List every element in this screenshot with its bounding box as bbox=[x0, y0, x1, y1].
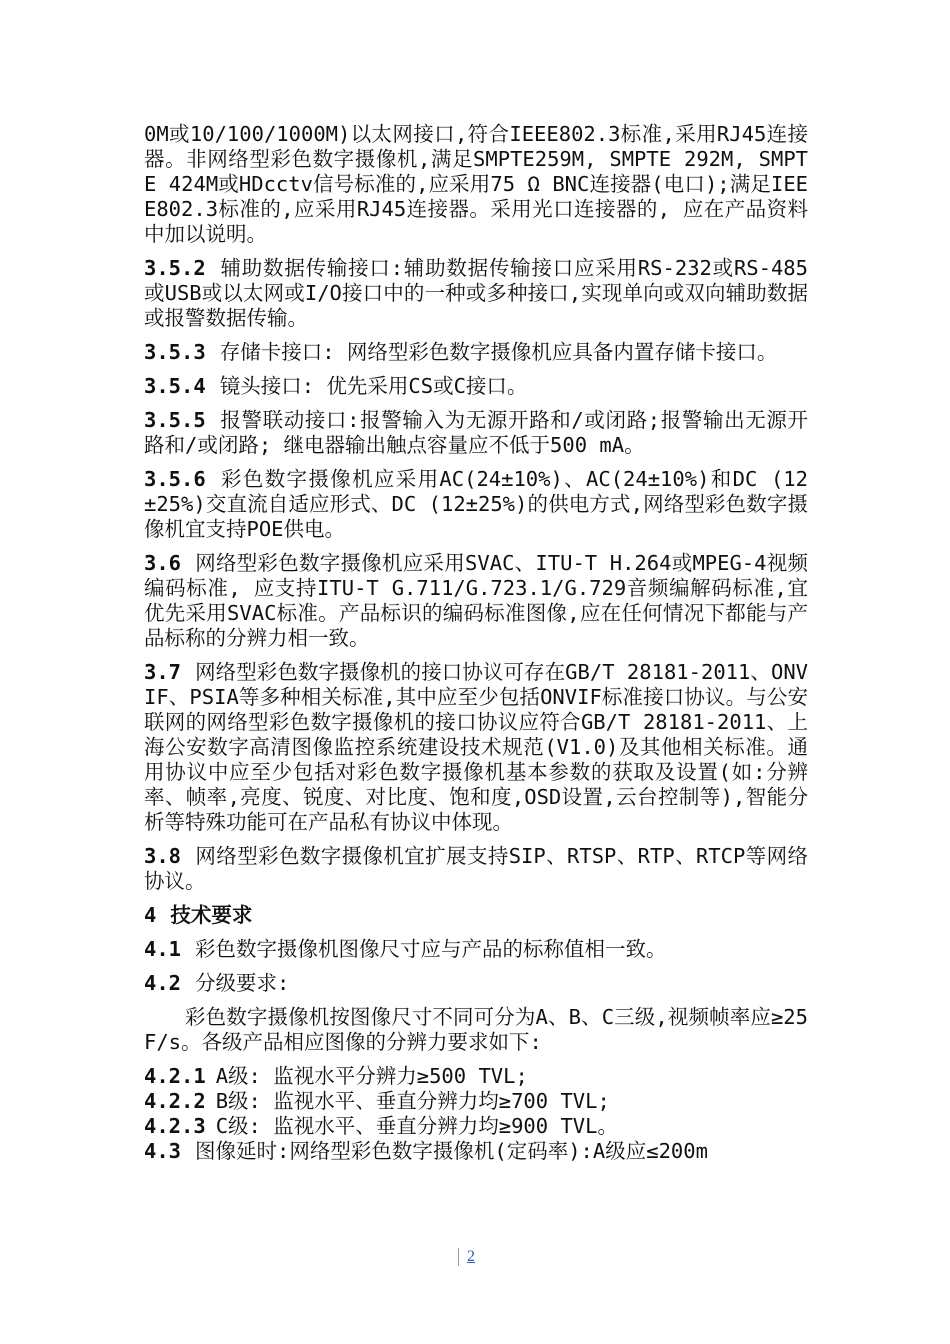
document-body bbox=[144, 122, 808, 1173]
section-number: 3.5.2 bbox=[144, 256, 206, 280]
paragraph-4-1 bbox=[144, 937, 808, 962]
paragraph-3-5-1-continued bbox=[144, 122, 808, 247]
paragraph-4-2 bbox=[144, 971, 808, 996]
paragraph-3-5-2 bbox=[144, 256, 808, 331]
paragraph-text: 辅助数据传输接口:辅助数据传输接口应采用RS-232或RS-485或USB或以太网或I/O接口中的一种或多种接口,实现单向或双向辅助数据或报警数据传输。 bbox=[144, 256, 808, 330]
section-number: 4.2.3 bbox=[144, 1114, 206, 1138]
paragraph-text: 图像延时:网络型彩色数字摄像机(定码率):A级应≤200m bbox=[195, 1139, 708, 1163]
section-number: 3.5.3 bbox=[144, 340, 206, 364]
section-number: 4.3 bbox=[144, 1139, 182, 1163]
paragraph-4-2-body: 彩色数字摄像机按图像尺寸不同可分为A、B、C三级,视频帧率应≥25F/s。各级产品相应图像的分辨力要求如下: bbox=[144, 1005, 808, 1054]
section-number: 4 bbox=[144, 903, 157, 927]
paragraph-text: 彩色数字摄像机应采用AC(24±10%)、AC(24±10%)和DC (12±25%)交直流自适应形式、DC (12±25%)的供电方式,网络型彩色数字摄像机宜支持POE供电。 bbox=[144, 467, 808, 541]
paragraph-text: 报警联动接口:报警输入为无源开路和/或闭路;报警输出无源开路和/或闭路; 继电器输出触点容量应不低于500 mA。 bbox=[144, 408, 808, 457]
section-number: 3.7 bbox=[144, 660, 182, 684]
paragraph-text: 彩色数字摄像机图像尺寸应与产品的标称值相一致。 bbox=[195, 937, 667, 961]
paragraph-text: 分级要求: bbox=[195, 971, 290, 995]
paragraph-text: 网络型彩色数字摄像机的接口协议可存在GB/T 28181-2011、ONVIF、PSIA等多种相关标准,其中应至少包括ONVIF标准接口协议。与公安联网的网络型彩色数字摄像机的接口协议应符合GB/T 28181-2011、上海公安数字高清图像监控系统建设技术规范(V1.0)及其他相关标准。通用协议中应至少包括对彩色数字摄像机基本参数的获取及设置(如:分辨率、帧率,亮度、锐度、对比度、饱和度,OSD设置,云台控制等),智能分析等特殊功能可在产品私有协议中体现。 bbox=[144, 660, 808, 834]
paragraph-4-2-1 bbox=[144, 1064, 808, 1089]
section-number: 3.6 bbox=[144, 551, 182, 575]
section-number: 4.2.1 bbox=[144, 1064, 206, 1088]
paragraph-3-6 bbox=[144, 551, 808, 651]
section-number: 4.2.2 bbox=[144, 1089, 206, 1113]
page-footer bbox=[458, 1248, 475, 1266]
section-heading-4 bbox=[144, 903, 808, 928]
paragraph-text: 镜头接口: 优先采用CS或C接口。 bbox=[219, 374, 528, 398]
section-number: 4.2 bbox=[144, 971, 182, 995]
paragraph-text: B级: 监视水平、垂直分辨力均≥700 TVL; bbox=[215, 1089, 610, 1113]
paragraph-4-2-2 bbox=[144, 1089, 808, 1114]
paragraph-text: 0M或10/100/1000M)以太网接口,符合IEEE802.3标准,采用RJ45连接器。非网络型彩色数字摄像机,满足SMPTE259M, SMPTE 292M, SMPTE 424M或HDcctv信号标准的,应采用75 Ω BNC连接器(电口);满足IEEE802.3标准的,应采用RJ45连接器。采用光口连接器的, 应在产品资料中加以说明。 bbox=[144, 122, 808, 246]
section-number: 3.8 bbox=[144, 844, 182, 868]
section-number: 4.1 bbox=[144, 937, 182, 961]
paragraph-4-2-3 bbox=[144, 1114, 808, 1139]
paragraph-text: C级: 监视水平、垂直分辨力均≥900 TVL。 bbox=[215, 1114, 618, 1138]
paragraph-text: 存储卡接口: 网络型彩色数字摄像机应具备内置存储卡接口。 bbox=[219, 340, 778, 364]
page-number: 2 bbox=[467, 1248, 475, 1265]
paragraph-3-5-4 bbox=[144, 374, 808, 399]
footer-divider bbox=[458, 1248, 459, 1266]
paragraph-3-5-3 bbox=[144, 340, 808, 365]
section-number: 3.5.4 bbox=[144, 374, 206, 398]
section-number: 3.5.6 bbox=[144, 467, 206, 491]
section-number: 3.5.5 bbox=[144, 408, 206, 432]
paragraph-3-8 bbox=[144, 844, 808, 894]
section-heading-text: 技术要求 bbox=[170, 903, 253, 927]
paragraph-4-3 bbox=[144, 1139, 808, 1164]
paragraph-3-7 bbox=[144, 660, 808, 835]
paragraph-3-5-6 bbox=[144, 467, 808, 542]
paragraph-3-5-5 bbox=[144, 408, 808, 458]
paragraph-text: A级: 监视水平分辨力≥500 TVL; bbox=[215, 1064, 528, 1088]
paragraph-text: 网络型彩色数字摄像机应采用SVAC、ITU-T H.264或MPEG-4视频编码标准, 应支持ITU-T G.711/G.723.1/G.729音频编解码标准,宜优先采用SVAC标准。产品标识的编码标准图像,应在任何情况下都能与产品标称的分辨力相一致。 bbox=[144, 551, 808, 650]
paragraph-text: 网络型彩色数字摄像机宜扩展支持SIP、RTSP、RTP、RTCP等网络协议。 bbox=[144, 844, 808, 893]
